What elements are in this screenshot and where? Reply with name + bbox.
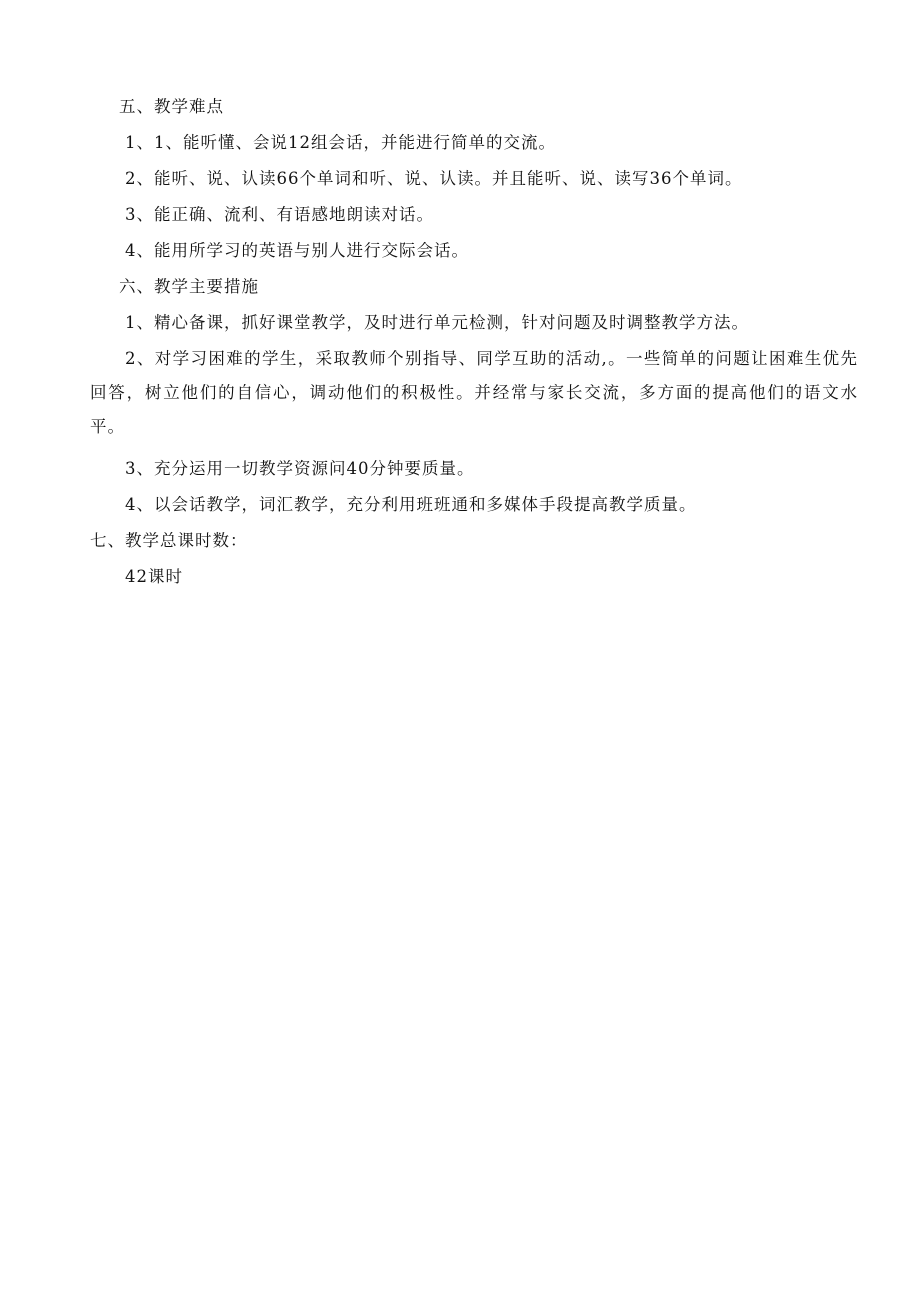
section-7-heading: 七、教学总课时数： xyxy=(90,531,248,550)
section-6-item-2: 2、对学习困难的学生，采取教师个别指导、同学互助的活动,。一些简单的问题让困难生优先回答，树立他们的自信心，调动他们的积极性。并经常与家长交流，多方面的提高他们的语文水平。 xyxy=(90,349,858,436)
section-5-heading: 五、教学难点 xyxy=(119,97,224,116)
section-6-item-1: 1、精心备课，抓好课堂教学，及时进行单元检测，针对问题及时调整教学方法。 xyxy=(125,313,749,332)
section-5-item-4: 4、能用所学习的英语与别人进行交际会话。 xyxy=(125,241,469,260)
section-6-item-4: 4、以会话教学，词汇教学，充分利用班班通和多媒体手段提高教学质量。 xyxy=(125,495,697,514)
section-5-item-2: 2、能听、说、认读66个单词和听、说、认读。并且能听、说、读写36个单词。 xyxy=(125,169,743,188)
section-5-item-3: 3、能正确、流利、有语感地朗读对话。 xyxy=(125,205,434,224)
section-6-heading: 六、教学主要措施 xyxy=(119,277,259,296)
section-5-item-1: 1、1、能听懂、会说12组会话，并能进行简单的交流。 xyxy=(125,133,556,152)
section-7-value: 42课时 xyxy=(125,567,183,586)
section-6-item-3: 3、充分运用一切教学资源问40分钟要质量。 xyxy=(125,459,475,478)
